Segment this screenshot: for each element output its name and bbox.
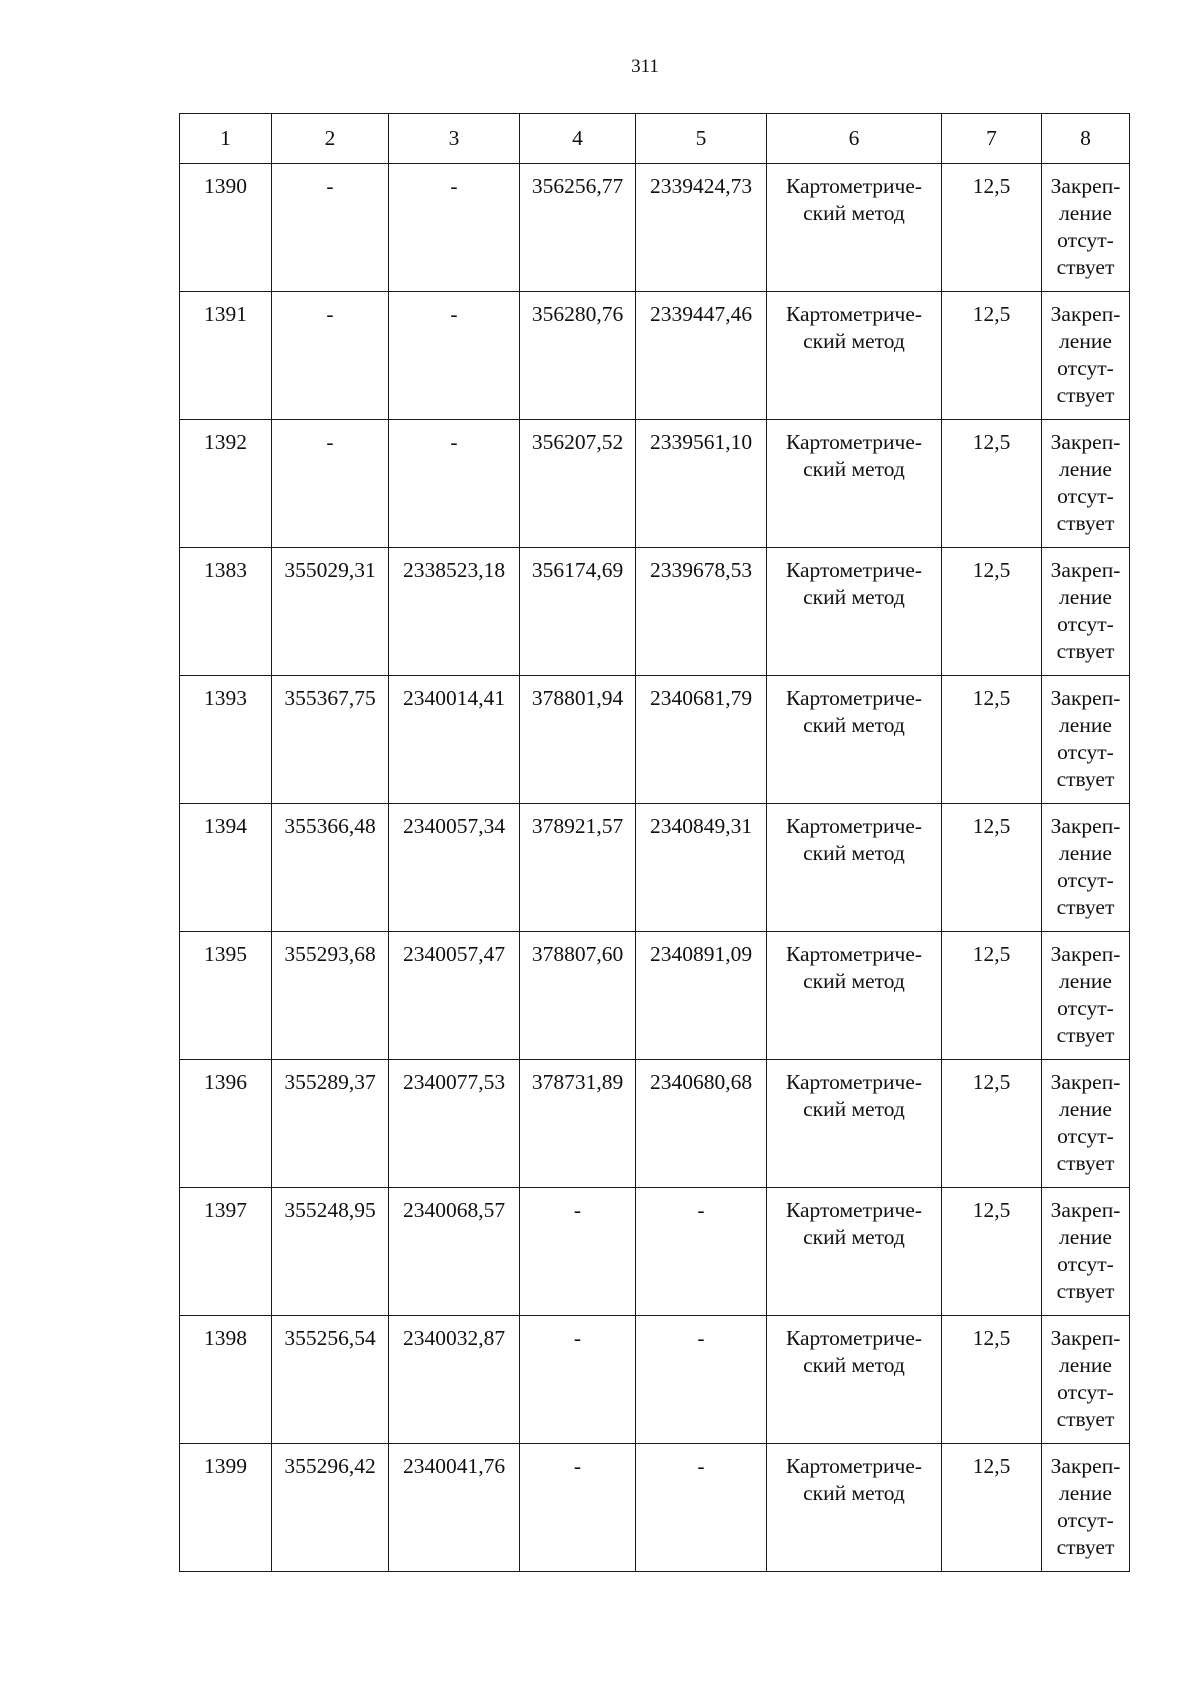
point-number-cell: 1399 [180, 1444, 272, 1572]
fixing-text-line: ление [1059, 1097, 1112, 1121]
fixing-text-line: отсут- [1057, 868, 1114, 892]
coord-y-new-cell: - [636, 1444, 767, 1572]
table-row [180, 1316, 1130, 1444]
method-text-line: Картометриче- [785, 1198, 923, 1222]
fixing-text-line: ление [1059, 1353, 1112, 1377]
header-row [180, 114, 1130, 164]
fixing-text-line: ление [1059, 713, 1112, 737]
method-text-line: ский метод [803, 1353, 905, 1377]
fixing-text-line: отсут- [1057, 612, 1114, 636]
fixing-text-line: Закреп- [1050, 1454, 1121, 1478]
method-cell [767, 164, 942, 292]
method-text-line: ский метод [803, 457, 905, 481]
coord-y-old-cell: 2340014,41 [389, 676, 520, 804]
fixing-cell [1042, 420, 1130, 548]
accuracy-cell: 12,5 [942, 932, 1042, 1060]
coord-y-old-cell: - [389, 164, 520, 292]
fixing-text-line: отсут- [1057, 1124, 1114, 1148]
fixing-text-line: Закреп- [1050, 1070, 1121, 1094]
coord-y-new-cell: 2340680,68 [636, 1060, 767, 1188]
coord-y-new-cell: - [636, 1188, 767, 1316]
method-text-line: Картометриче- [785, 1326, 923, 1350]
fixing-cell [1042, 1188, 1130, 1316]
column-header: 1 [180, 114, 272, 164]
point-number-cell: 1391 [180, 292, 272, 420]
column-header: 7 [942, 114, 1042, 164]
accuracy-cell: 12,5 [942, 1188, 1042, 1316]
coord-x-old-cell: 355248,95 [272, 1188, 389, 1316]
method-text-line: ский метод [803, 329, 905, 353]
fixing-text-line: Закреп- [1050, 686, 1121, 710]
fixing-text-line: ление [1059, 329, 1112, 353]
fixing-text-line: Закреп- [1050, 814, 1121, 838]
method-cell [767, 804, 942, 932]
coord-y-new-cell: 2339447,46 [636, 292, 767, 420]
point-number-cell: 1395 [180, 932, 272, 1060]
coord-x-new-cell: - [520, 1188, 636, 1316]
coord-y-new-cell: 2340849,31 [636, 804, 767, 932]
fixing-text-line: ствует [1056, 1151, 1115, 1175]
fixing-text-line: ление [1059, 1225, 1112, 1249]
column-header: 8 [1042, 114, 1130, 164]
table-row [180, 676, 1130, 804]
coord-x-new-cell: 356256,77 [520, 164, 636, 292]
method-cell [767, 676, 942, 804]
accuracy-cell: 12,5 [942, 1444, 1042, 1572]
coord-x-new-cell: 378801,94 [520, 676, 636, 804]
coord-x-new-cell: 356207,52 [520, 420, 636, 548]
coord-y-old-cell: 2340077,53 [389, 1060, 520, 1188]
table-row [180, 932, 1130, 1060]
fixing-text-line: Закреп- [1050, 1326, 1121, 1350]
table-row [180, 1060, 1130, 1188]
fixing-text-line: Закреп- [1050, 302, 1121, 326]
fixing-text-line: ствует [1056, 639, 1115, 663]
method-text-line: ский метод [803, 841, 905, 865]
method-text-line: Картометриче- [785, 1454, 923, 1478]
coord-x-old-cell: 355367,75 [272, 676, 389, 804]
coord-x-new-cell: 378921,57 [520, 804, 636, 932]
fixing-text-line: отсут- [1057, 1252, 1114, 1276]
point-number-cell: 1390 [180, 164, 272, 292]
coordinates-table [179, 113, 1130, 1572]
coord-y-old-cell: 2340057,34 [389, 804, 520, 932]
method-cell [767, 420, 942, 548]
method-cell [767, 292, 942, 420]
table-row [180, 548, 1130, 676]
method-text-line: Картометриче- [785, 814, 923, 838]
method-text-line: Картометриче- [785, 942, 923, 966]
point-number-cell: 1396 [180, 1060, 272, 1188]
fixing-text-line: отсут- [1057, 228, 1114, 252]
fixing-text-line: ствует [1056, 1535, 1115, 1559]
fixing-text-line: ствует [1056, 1407, 1115, 1431]
fixing-cell [1042, 1444, 1130, 1572]
fixing-text-line: Закреп- [1050, 430, 1121, 454]
coord-x-new-cell: - [520, 1444, 636, 1572]
table-body [180, 164, 1130, 1572]
column-header: 3 [389, 114, 520, 164]
table-row [180, 1444, 1130, 1572]
coord-y-old-cell: 2338523,18 [389, 548, 520, 676]
method-text-line: ский метод [803, 713, 905, 737]
coord-x-old-cell: - [272, 420, 389, 548]
coord-x-old-cell: - [272, 164, 389, 292]
coord-y-old-cell: - [389, 292, 520, 420]
coord-x-old-cell: - [272, 292, 389, 420]
table-row [180, 164, 1130, 292]
coord-y-new-cell: 2339678,53 [636, 548, 767, 676]
fixing-cell [1042, 676, 1130, 804]
coord-y-old-cell: 2340041,76 [389, 1444, 520, 1572]
column-header: 2 [272, 114, 389, 164]
method-text-line: ский метод [803, 585, 905, 609]
fixing-text-line: ление [1059, 201, 1112, 225]
fixing-text-line: ствует [1056, 255, 1115, 279]
fixing-text-line: ление [1059, 585, 1112, 609]
table-row [180, 420, 1130, 548]
method-text-line: Картометриче- [785, 1070, 923, 1094]
table-row [180, 1188, 1130, 1316]
fixing-text-line: отсут- [1057, 1380, 1114, 1404]
coord-x-old-cell: 355293,68 [272, 932, 389, 1060]
coord-x-old-cell: 355256,54 [272, 1316, 389, 1444]
page-number: 311 [631, 56, 659, 77]
fixing-text-line: ление [1059, 969, 1112, 993]
coord-x-old-cell: 355029,31 [272, 548, 389, 676]
coord-x-new-cell: - [520, 1316, 636, 1444]
coord-y-new-cell: 2340891,09 [636, 932, 767, 1060]
accuracy-cell: 12,5 [942, 164, 1042, 292]
coord-y-new-cell: 2339424,73 [636, 164, 767, 292]
point-number-cell: 1392 [180, 420, 272, 548]
fixing-text-line: Закреп- [1050, 558, 1121, 582]
coord-y-old-cell: - [389, 420, 520, 548]
fixing-text-line: ствует [1056, 1023, 1115, 1047]
accuracy-cell: 12,5 [942, 548, 1042, 676]
fixing-text-line: ствует [1056, 511, 1115, 535]
fixing-cell [1042, 548, 1130, 676]
fixing-text-line: ствует [1056, 767, 1115, 791]
method-text-line: Картометриче- [785, 558, 923, 582]
method-text-line: ский метод [803, 969, 905, 993]
method-cell [767, 1316, 942, 1444]
coord-y-new-cell: - [636, 1316, 767, 1444]
method-text-line: Картометриче- [785, 302, 923, 326]
fixing-cell [1042, 292, 1130, 420]
method-text-line: Картометриче- [785, 686, 923, 710]
coord-y-old-cell: 2340068,57 [389, 1188, 520, 1316]
fixing-text-line: Закреп- [1050, 942, 1121, 966]
coord-x-old-cell: 355289,37 [272, 1060, 389, 1188]
fixing-cell [1042, 1316, 1130, 1444]
point-number-cell: 1383 [180, 548, 272, 676]
fixing-cell [1042, 804, 1130, 932]
fixing-text-line: ление [1059, 457, 1112, 481]
accuracy-cell: 12,5 [942, 1316, 1042, 1444]
point-number-cell: 1394 [180, 804, 272, 932]
point-number-cell: 1397 [180, 1188, 272, 1316]
accuracy-cell: 12,5 [942, 292, 1042, 420]
accuracy-cell: 12,5 [942, 420, 1042, 548]
coord-x-new-cell: 356280,76 [520, 292, 636, 420]
fixing-cell [1042, 164, 1130, 292]
fixing-text-line: ление [1059, 841, 1112, 865]
coord-y-old-cell: 2340057,47 [389, 932, 520, 1060]
method-text-line: Картометриче- [785, 174, 923, 198]
method-text-line: ский метод [803, 1481, 905, 1505]
fixing-text-line: ствует [1056, 383, 1115, 407]
coord-y-new-cell: 2340681,79 [636, 676, 767, 804]
method-cell [767, 548, 942, 676]
fixing-text-line: отсут- [1057, 996, 1114, 1020]
method-text-line: Картометриче- [785, 430, 923, 454]
method-cell [767, 932, 942, 1060]
accuracy-cell: 12,5 [942, 676, 1042, 804]
fixing-text-line: ствует [1056, 1279, 1115, 1303]
coord-x-old-cell: 355296,42 [272, 1444, 389, 1572]
fixing-text-line: ствует [1056, 895, 1115, 919]
fixing-text-line: ление [1059, 1481, 1112, 1505]
column-header: 5 [636, 114, 767, 164]
coord-y-old-cell: 2340032,87 [389, 1316, 520, 1444]
method-cell [767, 1444, 942, 1572]
table-row [180, 804, 1130, 932]
fixing-cell [1042, 1060, 1130, 1188]
column-header: 4 [520, 114, 636, 164]
table-header [180, 114, 1130, 164]
point-number-cell: 1398 [180, 1316, 272, 1444]
fixing-text-line: Закреп- [1050, 174, 1121, 198]
method-cell [767, 1188, 942, 1316]
coord-x-new-cell: 378807,60 [520, 932, 636, 1060]
method-text-line: ский метод [803, 201, 905, 225]
coord-y-new-cell: 2339561,10 [636, 420, 767, 548]
point-number-cell: 1393 [180, 676, 272, 804]
method-text-line: ский метод [803, 1097, 905, 1121]
coord-x-new-cell: 356174,69 [520, 548, 636, 676]
fixing-cell [1042, 932, 1130, 1060]
accuracy-cell: 12,5 [942, 1060, 1042, 1188]
coord-x-new-cell: 378731,89 [520, 1060, 636, 1188]
method-cell [767, 1060, 942, 1188]
accuracy-cell: 12,5 [942, 804, 1042, 932]
column-header: 6 [767, 114, 942, 164]
fixing-text-line: отсут- [1057, 740, 1114, 764]
fixing-text-line: отсут- [1057, 484, 1114, 508]
fixing-text-line: отсут- [1057, 356, 1114, 380]
coord-x-old-cell: 355366,48 [272, 804, 389, 932]
fixing-text-line: отсут- [1057, 1508, 1114, 1532]
method-text-line: ский метод [803, 1225, 905, 1249]
table-row [180, 292, 1130, 420]
fixing-text-line: Закреп- [1050, 1198, 1121, 1222]
